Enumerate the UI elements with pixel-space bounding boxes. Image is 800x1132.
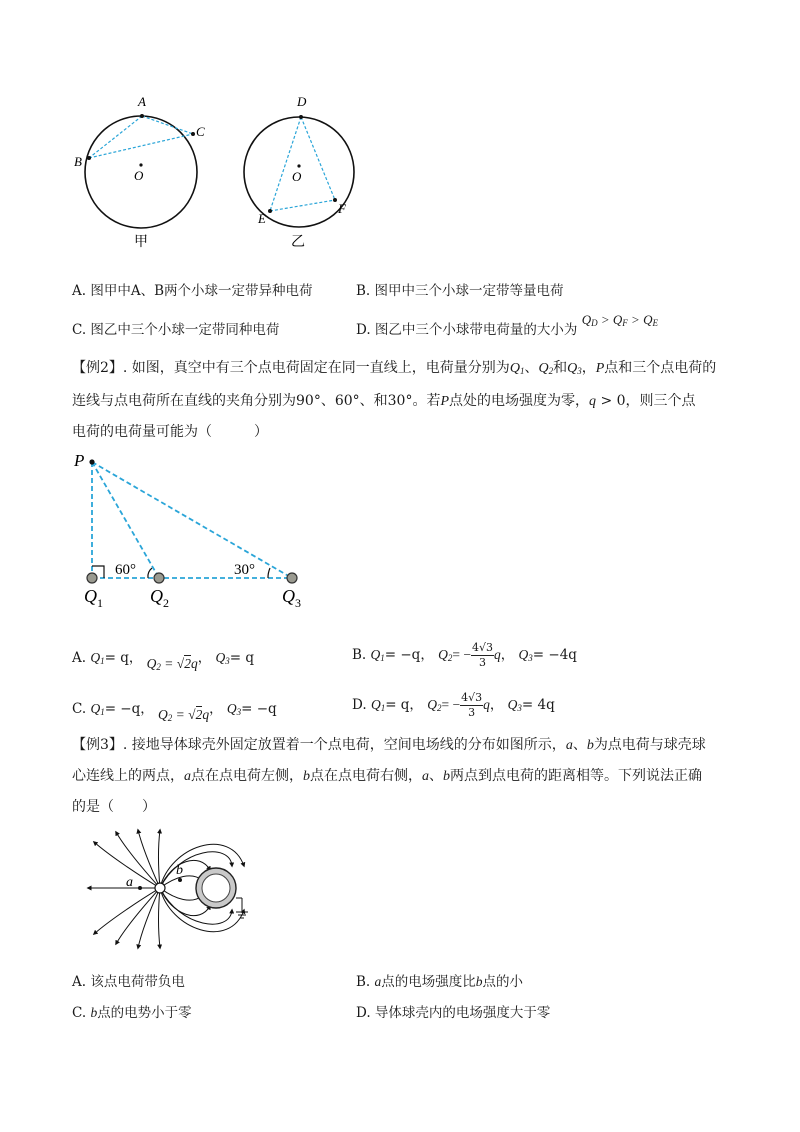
q1-option-d-formula: $Q_D > Q_F > Q_E$	[581, 312, 658, 328]
label-Q3: $Q_3$	[282, 586, 301, 610]
label-C: C	[196, 124, 205, 139]
label-E: E	[258, 211, 266, 226]
q3-option-c: C. b点的电势小于零	[72, 1005, 192, 1021]
label-b: b	[176, 863, 183, 878]
figure-field-lines	[80, 826, 260, 954]
caption-jia: 甲	[134, 235, 148, 250]
label-Q2: $Q_2$	[150, 586, 169, 610]
label-O-right: O	[292, 169, 302, 184]
example2-line3: 电荷的电荷量可能为（ ）	[72, 424, 268, 440]
label-F: F	[338, 201, 346, 216]
example2-line1: 【例2】. 如图，真空中有三个点电荷固定在同一直线上，电荷量分别为$Q_1$、$Q_2$和$Q_3$，P点和三个点电荷的	[72, 360, 717, 376]
q3-option-b: B. a点的电场强度比b点的小	[356, 974, 524, 990]
q2-option-c: C. $Q_1= -q$， $Q_2 = √2q$， $Q_3= -q$	[72, 701, 277, 723]
example2-text	[72, 353, 716, 447]
label-B: B	[74, 154, 82, 169]
q1-option-b: B. 图甲中三个小球一定带等量电荷	[356, 283, 564, 299]
label-A: A	[138, 94, 146, 109]
q1-option-d-text: D. 图乙中三个小球带电荷量的大小为	[356, 322, 578, 338]
q2-option-d: D. $Q_1= q$， $Q_2=$ − $\frac{4√3}{3}$ q， $Q_3= 4q$	[352, 691, 555, 719]
label-D: D	[297, 94, 307, 109]
label-P: P	[74, 451, 85, 470]
q3-option-d: D. 导体球壳内的电场强度大于零	[356, 1005, 551, 1021]
example3-line1: 【例3】. 接地导体球壳外固定放置着一个点电荷，空间电场线的分布如图所示，a、b为点电荷与球壳球	[72, 737, 706, 753]
label-a: a	[126, 875, 133, 890]
figure-circles	[70, 90, 370, 250]
figure-charges-line	[70, 448, 330, 618]
caption-yi: 乙	[291, 235, 305, 250]
example2-line2: 连线与点电荷所在直线的夹角分别为90°、60°、和30°。若P点处的电场强度为零，q > 0，则三个点	[72, 393, 696, 409]
example3-text	[72, 730, 706, 822]
label-Q1: $Q_1$	[84, 586, 103, 610]
q2-option-b: B. $Q_1= -q$， $Q_2=$ − $\frac{4√3}{3}$ q， $Q_3= -4q$	[352, 641, 577, 669]
example3-line2: 心连线上的两点，a点在点电荷左侧，b点在点电荷右侧，a、b两点到点电荷的距离相等。下列说法正确	[72, 768, 702, 784]
example3-line3: 的是（ ）	[72, 799, 156, 815]
label-O-left: O	[134, 168, 144, 183]
label-30: 30°	[234, 562, 255, 578]
q1-option-d	[356, 312, 658, 338]
q1-option-a: A. 图甲中A、B两个小球一定带异种电荷	[72, 283, 313, 299]
q1-option-c: C. 图乙中三个小球一定带同种电荷	[72, 322, 280, 338]
label-60: 60°	[115, 562, 136, 578]
q3-option-a: A. 该点电荷带负电	[72, 974, 185, 990]
q2-option-a: A. $Q_1= q$， $Q_2 = √2q$， $Q_3= q$	[72, 650, 254, 672]
